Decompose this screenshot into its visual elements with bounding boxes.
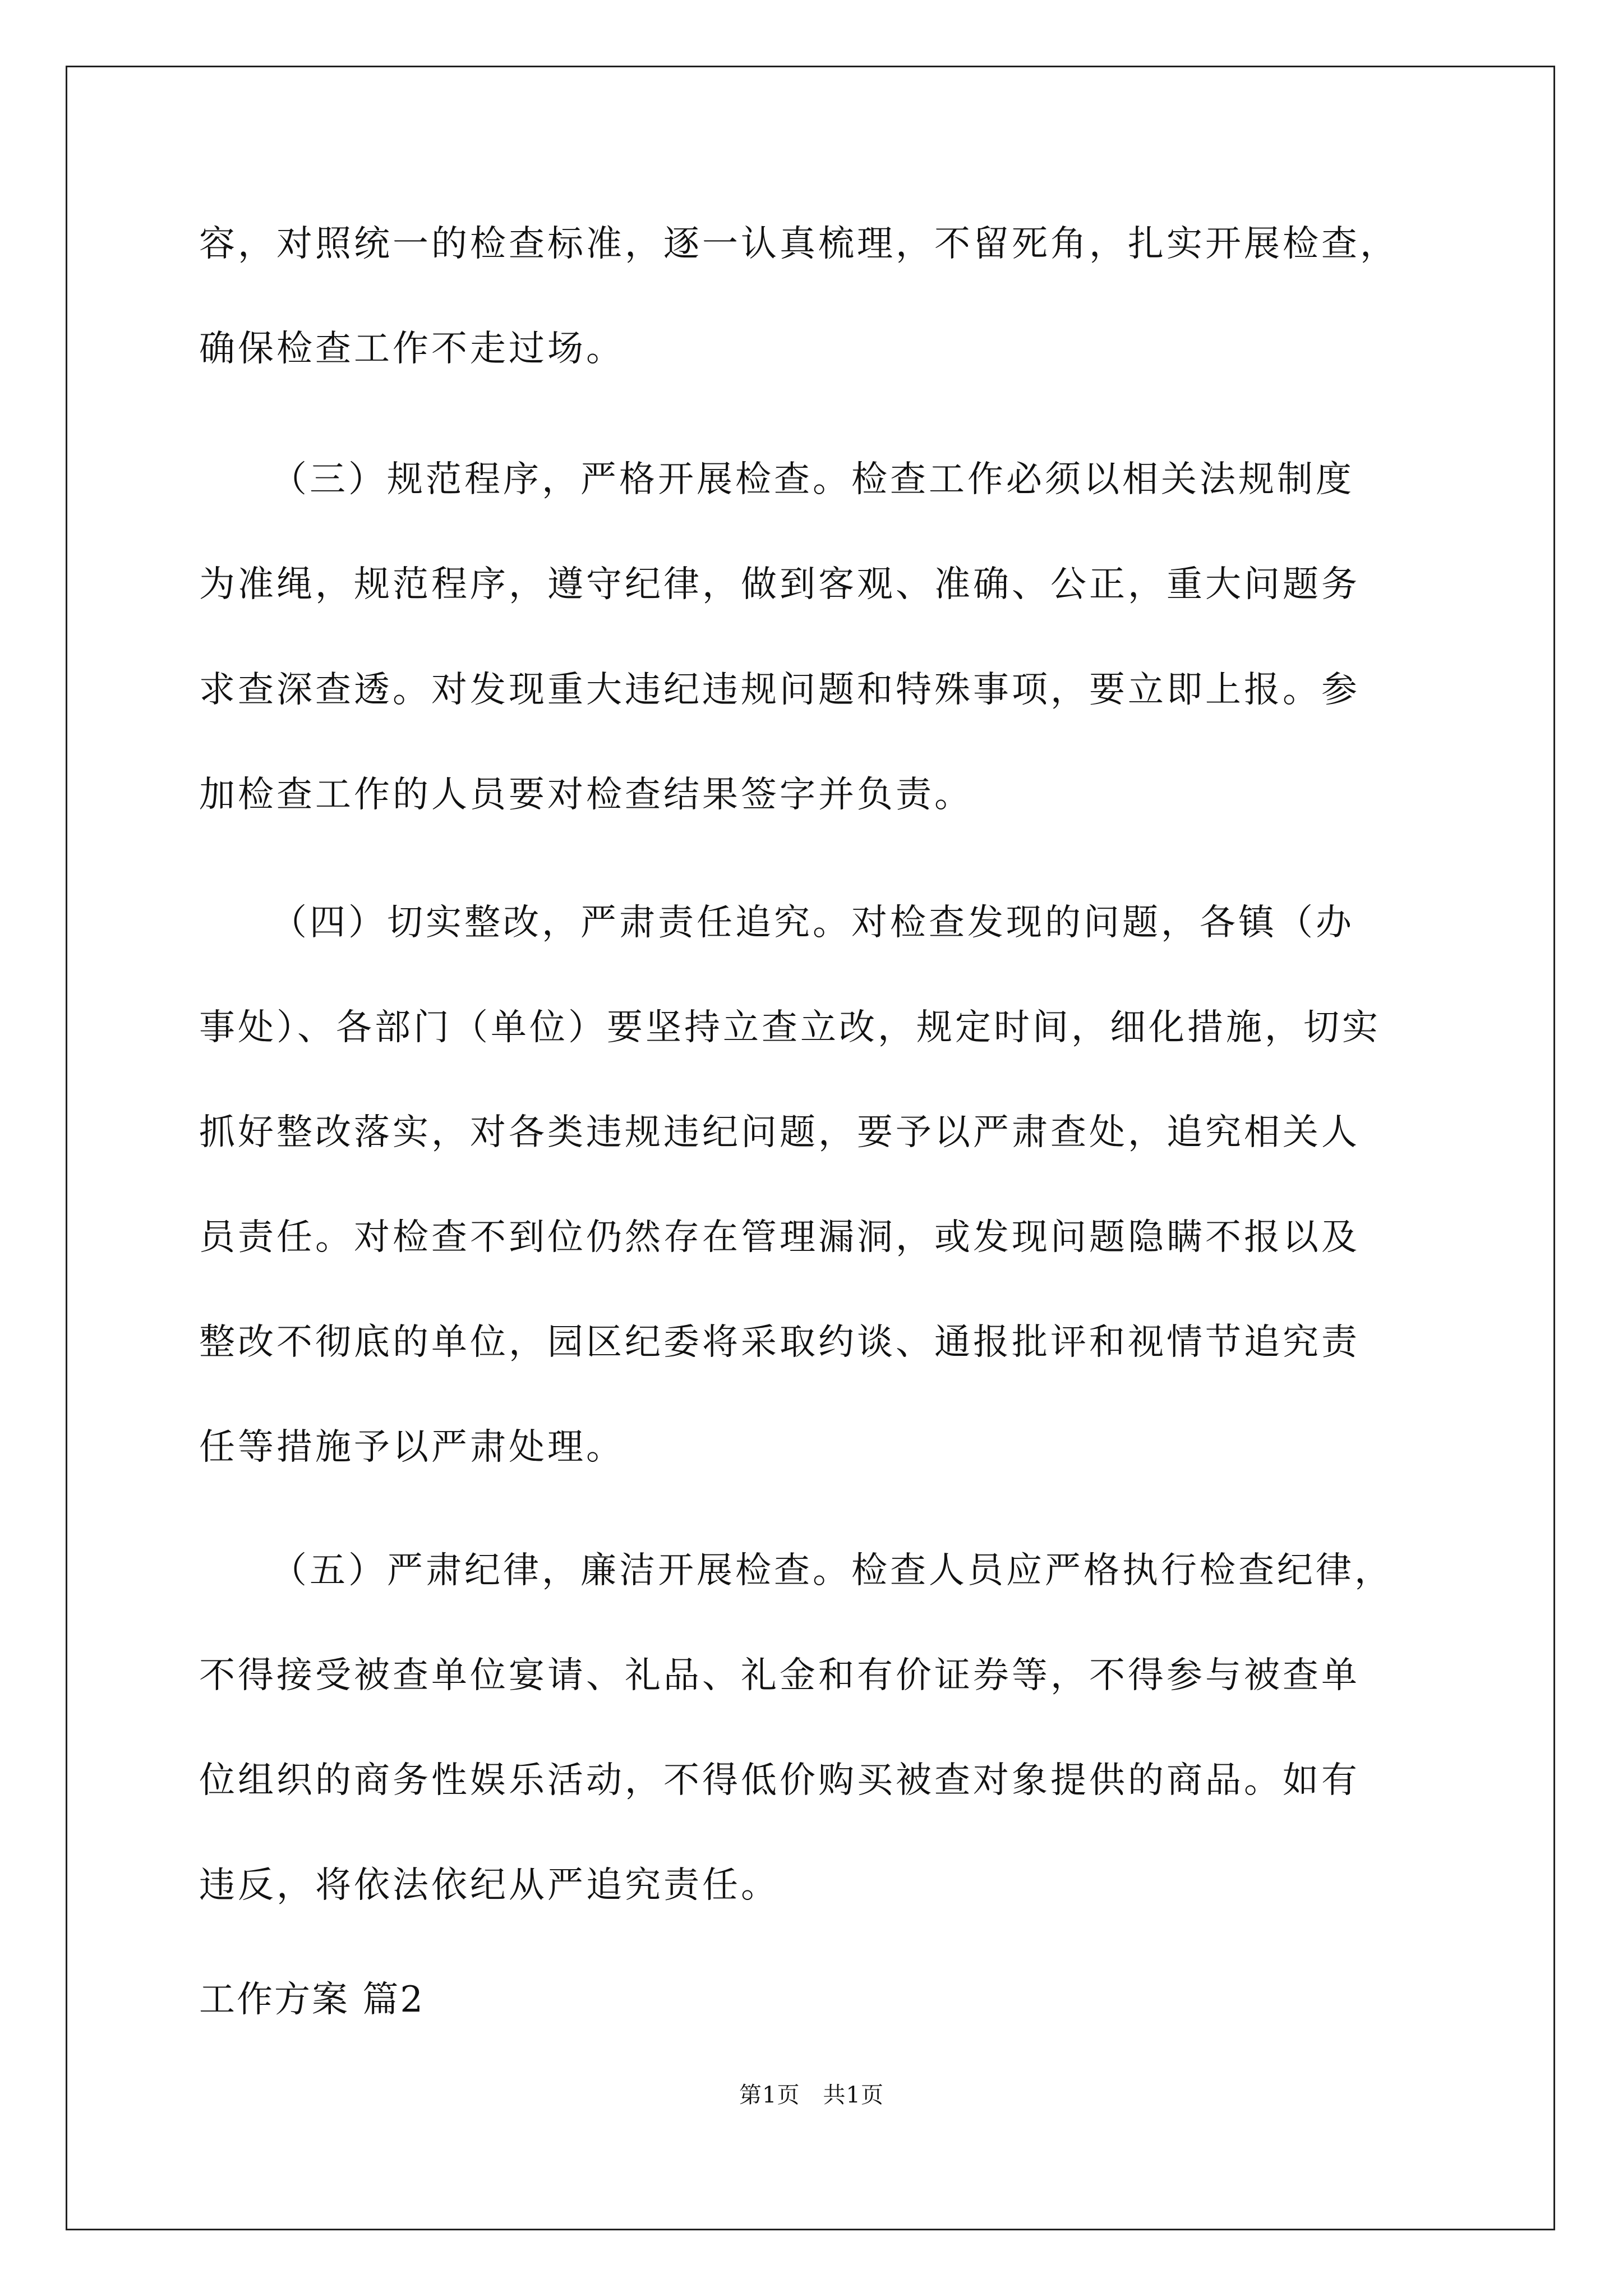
page-number-footer: 第1页 共1页 [739,2082,884,2108]
text-line: 违反，将依法依纪从严追究责任。 [199,1865,780,1906]
text-line: 不得接受被查单位宴请、礼品、礼金和有价证券等，不得参与被查单 [199,1655,1360,1696]
text-line: 求查深查透。对发现重大违纪违规问题和特殊事项，要立即上报。参 [199,669,1360,711]
text-line: 员责任。对检查不到位仍然存在管理漏洞，或发现问题隐瞒不报以及 [199,1217,1360,1258]
text-line: 事处）、各部门（单位）要坚持立查立改，规定时间，细化措施，切实 [199,1007,1381,1048]
text-line: 整改不彻底的单位，园区纪委将采取约谈、通报批评和视情节追究责 [199,1322,1360,1363]
paragraph-heading-line: （三）规范程序，严格开展检查。检查工作必须以相关法规制度 [271,459,1354,500]
text-line: 容，对照统一的检查标准，逐一认真梳理，不留死角，扎实开展检查， [199,223,1399,265]
paragraph-heading-line: （四）切实整改，严肃责任追究。对检查发现的问题，各镇（办 [271,902,1354,944]
text-line: 加检查工作的人员要对检查结果签字并负责。 [199,774,973,816]
section-title: 工作方案 篇2 [199,1979,425,2021]
text-line: 为准绳，规范程序，遵守纪律，做到客观、准确、公正，重大问题务 [199,564,1360,605]
text-line: 确保检查工作不走过场。 [199,328,625,370]
text-line: 抓好整改落实，对各类违规违纪问题，要予以严肃查处，追究相关人 [199,1112,1360,1153]
paragraph-heading-line: （五）严肃纪律，廉洁开展检查。检查人员应严格执行检查纪律， [271,1550,1393,1591]
text-line: 任等措施予以严肃处理。 [199,1427,625,1468]
text-line: 位组织的商务性娱乐活动，不得低价购买被查对象提供的商品。如有 [199,1760,1360,1801]
